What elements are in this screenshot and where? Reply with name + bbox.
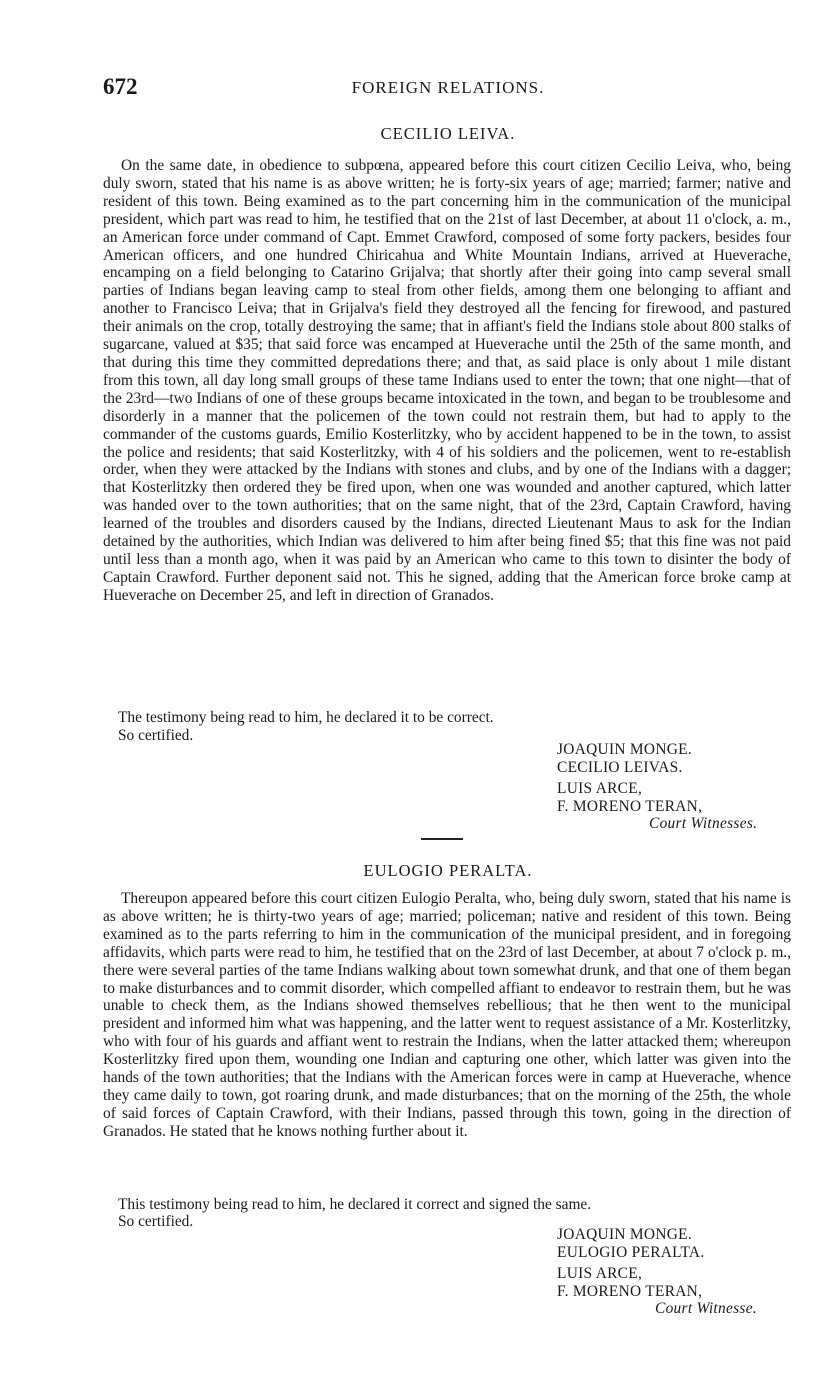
signature-block bbox=[557, 741, 797, 833]
section-divider bbox=[421, 838, 463, 840]
certified-line: So certified. bbox=[118, 727, 194, 744]
signature-name: JOAQUIN MONGE. bbox=[557, 741, 693, 758]
testimony-paragraph: Thereupon appeared before this court citizen Eulogio Peralta, who, being duly sworn, stated that his name is as above written; he is thirty-two years of age; married; policeman; native and resident of this town. Being examined as to the parts referring to him in the communication of the municipal president, and in foregoing affidavits, which parts were read to him, he testified that on the 23rd of last December, at about 7 o'clock p. m., there were several parties of the tame Indians walking about town somewhat drunk, and that one of them began to make disturbances and to commit disorder, which compelled affiant to endeavor to restrain them, but he was unable to check them, as the Indians showed themselves rebellious; that he then went to the municipal president and informed him what was happening, and the latter went to request assistance of a Mr. Kosterlitzky, who with four of his guards and affiant went to restrain the Indians, when the latter attacked them; whereupon Kosterlitzky fired upon them, wounding one Indian and capturing one other, which latter was given into the hands of the town authorities; that the Indians with the American forces were in camp at Hueverache, whence they came daily to town, got roaring drunk, and made disturbances; that on the morning of the 25th, the whole of said forces of Captain Crawford, with their Indians, passed through this town, going in the direction of Granados. He stated that he knows nothing further about it. bbox=[103, 890, 791, 1140]
signature-name: JOAQUIN MONGE. bbox=[557, 1226, 693, 1243]
witness-name: F. MORENO TERAN, bbox=[557, 797, 703, 815]
testimony-read-line: This testimony being read to him, he declared it correct and signed the same. bbox=[118, 1196, 592, 1213]
signature-name: CECILIO LEIVAS. bbox=[557, 758, 683, 776]
page-header bbox=[103, 74, 793, 104]
witness-label: Court Witnesses. bbox=[649, 815, 758, 832]
section-title-eulogio-peralta: EULOGIO PERALTA. bbox=[363, 861, 533, 880]
witness-name: LUIS ARCE, bbox=[557, 1265, 643, 1282]
signature-name: EULOGIO PERALTA. bbox=[557, 1243, 705, 1261]
page-number: 672 bbox=[103, 74, 138, 99]
certified-line: So certified. bbox=[118, 1213, 194, 1230]
witness-label: Court Witnesse. bbox=[655, 1300, 757, 1317]
witness-name: F. MORENO TERAN, bbox=[557, 1282, 703, 1300]
running-head: FOREIGN RELATIONS. bbox=[351, 78, 545, 97]
witness-name: LUIS ARCE, bbox=[557, 780, 643, 797]
testimony-paragraph: On the same date, in obedience to subpœna, appeared before this court citizen Cecilio Leiva, who, being duly sworn, stated that his name is as above written; he is forty-six years of age; married; farmer; native and resident of this town. Being examined as to the part concerning him in the communication of the municipal president, which part was read to him, he testified that on the 21st of last December, at about 11 o'clock, a. m., an American force under command of Capt. Emmet Crawford, composed of some forty packers, besides four American officers, and one hundred Chiricahua and White Mountain Indians, arrived at Hueverache, encamping on a field belonging to Catarino Grijalva; that shortly after their going into camp several small parties of Indians began leaving camp to steal from other fields, among them one belonging to affiant and another to Francisco Leiva; that in Grijalva's field they destroyed all the fencing for firewood, and pastured their animals on the crop, totally destroying the same; that in affiant's field the Indians stole about 800 stalks of sugarcane, valued at $35; that said force was encamped at Hueverache until the 25th of the same month, and that during this time they committed depredations there; and that, as said place is only about 1 mile distant from this town, all day long small groups of these tame Indians used to enter the town; that one night—that of the 23rd—two Indians of one of these groups became intoxicated in the town, and began to be troublesome and disorderly in a manner that the policemen of the town could not restrain them, but had to apply to the commander of the customs guards, Emilio Kosterlitzky, who by accident happened to be in the town, to assist the police and residents; that said Kosterlitzky, with 4 of his soldiers and the policemen, went to re-establish order, when they were attacked by the Indians with stones and clubs, and by one of the Indians with a dagger; that Kosterlitzky then ordered they be fired upon, when one was wounded and another captured, which latter was handed over to the town authorities; that on the same night, that of the 23rd, Captain Crawford, having learned of the troubles and disorders caused by the Indians, directed Lieutenant Maus to ask for the Indian detained by the authorities, which Indian was delivered to him after being fined $5; that this fine was not paid until less than a month ago, when it was paid by an American who came to this town to disinter the body of Captain Crawford. Further deponent said not. This he signed, adding that the American force broke camp at Hueverache on December 25, and left in direction of Granados. bbox=[103, 157, 791, 604]
section-title-cecilio-leiva: CECILIO LEIVA. bbox=[380, 124, 516, 143]
signature-block bbox=[557, 1226, 797, 1318]
testimony-read-line: The testimony being read to him, he declared it to be correct. bbox=[118, 709, 494, 726]
